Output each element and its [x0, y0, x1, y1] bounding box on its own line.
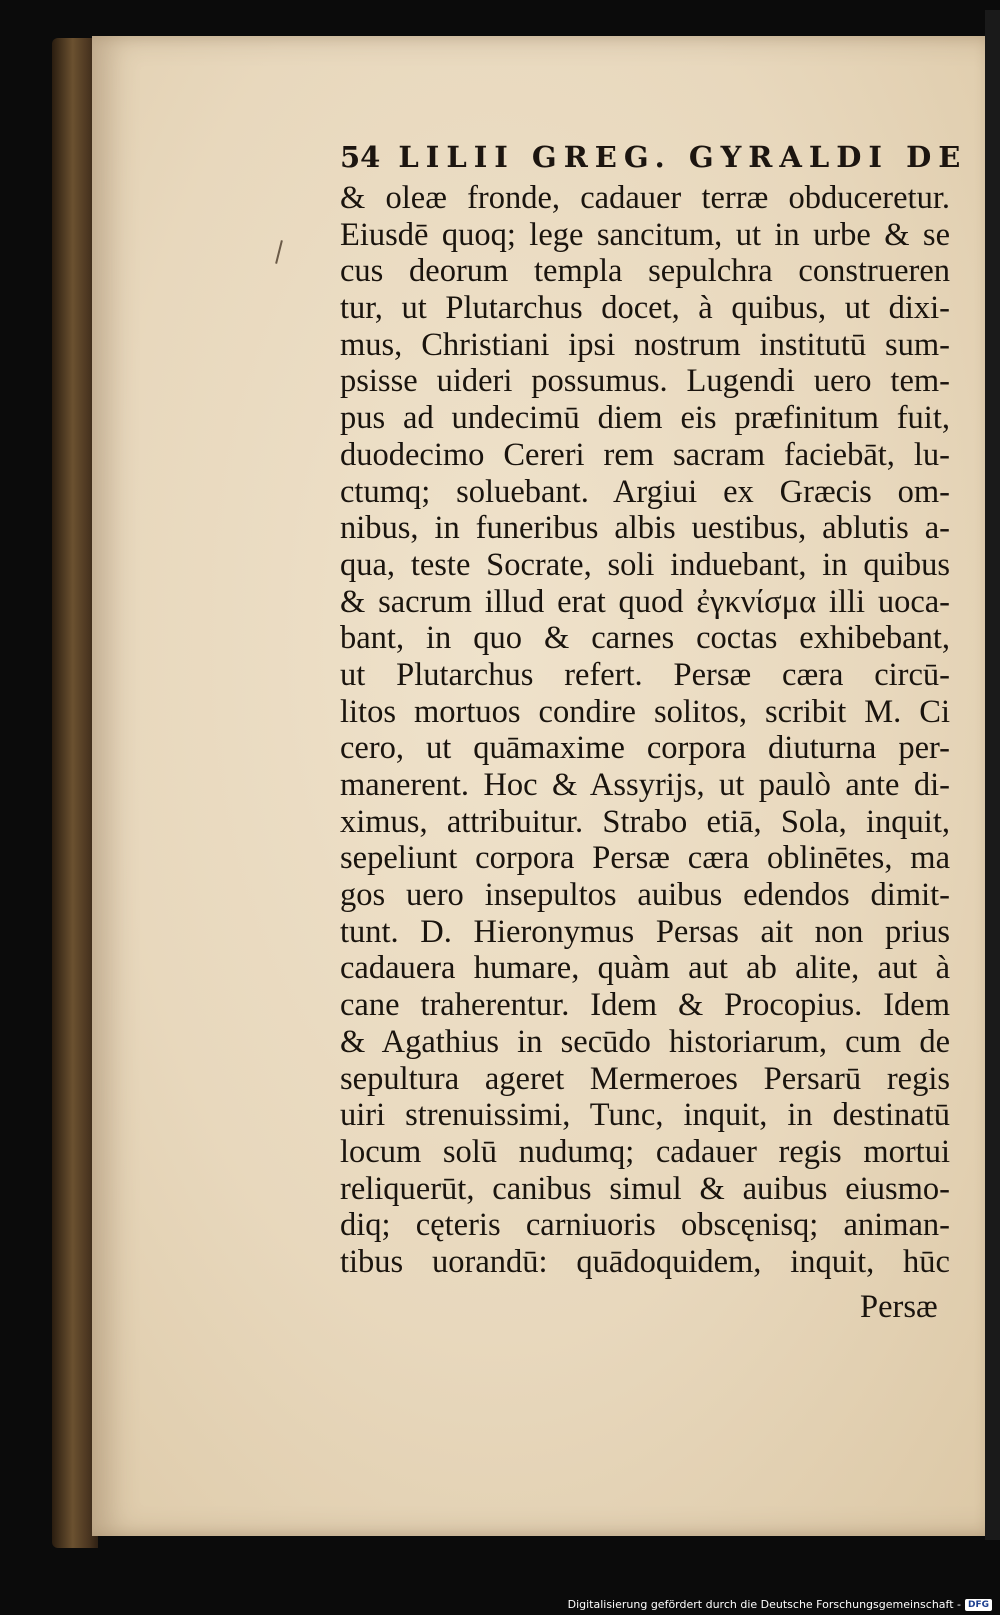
text-line: sepeliunt corpora Persæ cæra oblinētes, ma [340, 840, 950, 877]
text-line: manerent. Hoc & Assyrijs, ut paulò ante di- [340, 767, 950, 803]
text-line: duodecimo Cereri rem sacram faciebāt, lu- [340, 436, 950, 473]
text-line: ximus, attribuitur. Strabo etiā, Sola, inquit, [340, 803, 950, 840]
page-number: 54 [340, 140, 381, 174]
text-line: cero, ut quāmaxime corpora diuturna per- [340, 730, 950, 767]
scan-border [985, 10, 1000, 1540]
body-text [340, 180, 950, 1281]
text-line: bant, in quo & carnes coctas exhibebant, [340, 620, 950, 657]
text-line: ut Plutarchus refert. Persæ cæra circū- [340, 656, 950, 693]
text-line: tur, ut Plutarchus docet, à quibus, ut dixi- [340, 290, 950, 327]
text-line: reliquerūt, canibus simul & auibus eiusmo- [340, 1170, 950, 1207]
text-line: cus deorum templa sepulchra construeren [340, 253, 950, 290]
running-head [340, 140, 968, 174]
text-line: ctumq; soluebant. Argiui ex Græcis om- [340, 473, 950, 510]
text-line: diq; cęteris carniuoris obscęnisq; animan- [340, 1207, 950, 1244]
text-line: sepultura ageret Mermeroes Persarū regis [340, 1060, 950, 1097]
running-title: LILII GREG. GYRALDI DE [398, 140, 968, 174]
dfg-logo: DFG [965, 1599, 992, 1611]
text-line: tunt. D. Hieronymus Persas ait non prius [340, 913, 950, 950]
text-line: tibus uorandū: quādoquidem, inquit, hūc [340, 1243, 950, 1280]
text-line: psisse uideri possumus. Lugendi uero tem- [340, 363, 950, 400]
digitization-footer [568, 1598, 992, 1611]
footer-text: Digitalisierung gefördert durch die Deutsche Forschungsgemeinschaft - [567, 1598, 961, 1611]
text-line: & oleæ fronde, cadauer terræ obduceretur. [340, 180, 950, 216]
text-line: cane traherentur. Idem & Procopius. Idem [340, 987, 950, 1024]
text-line: locum solū nudumq; cadauer regis mortui [340, 1133, 950, 1170]
text-line: & sacrum illud erat quod ἐγκνίσμα illi uoca- [340, 583, 950, 620]
text-line: Eiusdē quoq; lege sancitum, ut in urbe & se [340, 216, 950, 253]
text-line: gos uero insepultos auibus edendos dimit- [340, 877, 950, 914]
text-line: nibus, in funeribus albis uestibus, ablutis a- [340, 510, 950, 547]
text-line: uiri strenuissimi, Tunc, inquit, in destinatū [340, 1097, 950, 1134]
text-line: litos mortuos condire solitos, scribit M. Ci [340, 693, 950, 730]
text-line: qua, teste Socrate, soli induebant, in quibus [340, 546, 950, 583]
text-line: pus ad undecimū diem eis præfinitum fuit, [340, 400, 950, 437]
catchword: Persæ [860, 1289, 938, 1325]
text-line: mus, Christiani ipsi nostrum institutū sum- [340, 326, 950, 363]
text-line: cadauera humare, quàm aut ab alite, aut à [340, 950, 950, 987]
text-line: & Agathius in secūdo historiarum, cum de [340, 1023, 950, 1060]
